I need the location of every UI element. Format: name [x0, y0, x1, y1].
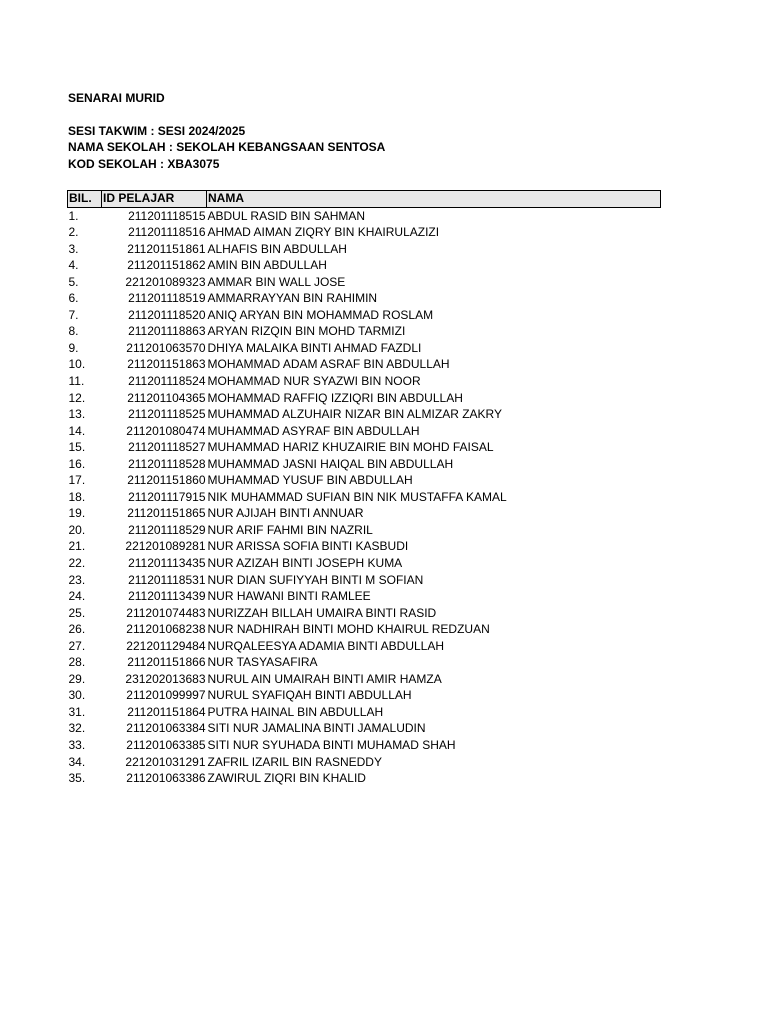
student-name: MUHAMMAD YUSUF BIN ABDULLAH — [207, 473, 413, 488]
student-list-table — [67, 190, 661, 787]
student-name: ARYAN RIZQIN BIN MOHD TARMIZI — [207, 324, 406, 339]
student-id: 211201063384 — [126, 721, 206, 736]
table-row — [68, 357, 661, 374]
student-name: MOHAMMAD RAFFIQ IZZIQRI BIN ABDULLAH — [207, 390, 463, 405]
row-number: 27. — [68, 638, 86, 653]
session-info: SESI TAKWIM : SESI 2024/2025 — [68, 124, 246, 138]
table-row — [68, 489, 661, 506]
student-id: 211201099997 — [126, 688, 206, 703]
row-number: 10. — [68, 357, 86, 372]
table-row — [68, 241, 661, 258]
student-name: ZAWIRUL ZIQRI BIN KHALID — [207, 771, 366, 786]
row-number: 35. — [68, 771, 86, 786]
row-number: 18. — [68, 489, 86, 504]
student-name: MOHAMMAD ADAM ASRAF BIN ABDULLAH — [207, 357, 450, 372]
table-row — [68, 605, 661, 622]
table-row — [68, 721, 661, 738]
document-title: SENARAI MURID — [68, 91, 165, 105]
student-name: NURUL SYAFIQAH BINTI ABDULLAH — [207, 688, 412, 703]
table-row — [68, 440, 661, 457]
table-row — [68, 390, 661, 407]
student-name: NUR DIAN SUFIYYAH BINTI M SOFIAN — [207, 572, 424, 587]
row-number: 32. — [68, 721, 86, 736]
row-number: 5. — [68, 274, 79, 289]
student-id: 211201104365 — [127, 390, 206, 405]
row-number: 25. — [68, 605, 86, 620]
row-number: 29. — [68, 671, 86, 686]
student-id: 211201063385 — [126, 738, 206, 753]
student-name: NUR ARISSA SOFIA BINTI KASBUDI — [207, 539, 409, 554]
row-number: 30. — [68, 688, 86, 703]
column-header-bil: BIL. — [68, 191, 102, 208]
student-name: NUR AZIZAH BINTI JOSEPH KUMA — [207, 556, 403, 570]
table-row — [68, 291, 661, 308]
table-row — [68, 704, 661, 721]
row-number: 8. — [68, 324, 79, 339]
row-number: 7. — [68, 307, 79, 322]
table-body — [68, 208, 661, 788]
table-row — [68, 373, 661, 390]
student-name: SITI NUR JAMALINA BINTI JAMALUDIN — [207, 721, 426, 736]
student-name: MUHAMMAD JASNI HAIQAL BIN ABDULLAH — [207, 456, 454, 471]
table-row — [68, 258, 661, 275]
student-name: NURIZZAH BILLAH UMAIRA BINTI RASID — [207, 605, 437, 620]
row-number: 33. — [68, 738, 86, 753]
student-id: 221201031291 — [125, 754, 206, 769]
school-name-info: NAMA SEKOLAH : SEKOLAH KEBANGSAAN SENTOSA — [68, 140, 386, 154]
table-row — [68, 572, 661, 589]
row-number: 24. — [68, 589, 86, 604]
table-row — [68, 688, 661, 705]
student-name: MOHAMMAD NUR SYAZWI BIN NOOR — [207, 373, 421, 388]
student-id: 211201118527 — [128, 440, 206, 455]
student-id: 211201118516 — [128, 225, 206, 240]
row-number: 20. — [68, 522, 86, 537]
table-row — [68, 522, 661, 539]
row-number: 16. — [68, 456, 86, 471]
table-row — [68, 307, 661, 324]
student-id: 211201113439 — [128, 589, 206, 604]
student-id: 221201089281 — [125, 539, 206, 554]
student-name: AMMAR BIN WALL JOSE — [207, 274, 346, 289]
student-name: SITI NUR SYUHADA BINTI MUHAMAD SHAH — [207, 738, 456, 753]
student-name: ABDUL RASID BIN SAHMAN — [207, 208, 366, 223]
school-code-info: KOD SEKOLAH : XBA3075 — [68, 157, 220, 171]
row-number: 28. — [68, 655, 86, 670]
student-id: 211201118528 — [128, 456, 206, 471]
student-id: 211201118515 — [128, 208, 206, 223]
student-id: 211201118519 — [128, 291, 206, 306]
table-row — [68, 407, 661, 424]
student-name: NUR AJIJAH BINTI ANNUAR — [207, 506, 364, 521]
student-id: 211201151862 — [127, 258, 206, 273]
student-name: ALHAFIS BIN ABDULLAH — [207, 241, 347, 256]
header-row — [68, 191, 661, 208]
student-name: PUTRA HAINAL BIN ABDULLAH — [207, 704, 384, 719]
student-name: DHIYA MALAIKA BINTI AHMAD FAZDLI — [207, 340, 422, 355]
row-number: 6. — [68, 291, 79, 306]
row-number: 11. — [68, 373, 85, 388]
student-name: MUHAMMAD ALZUHAIR NIZAR BIN ALMIZAR ZAKRY — [207, 407, 502, 422]
table-row — [68, 622, 661, 639]
table-row — [68, 456, 661, 473]
student-id: 211201117915 — [128, 489, 206, 504]
row-number: 12. — [68, 390, 86, 405]
student-name: NURUL AIN UMAIRAH BINTI AMIR HAMZA — [207, 671, 442, 686]
student-name: NURQALEESYA ADAMIA BINTI ABDULLAH — [207, 638, 445, 653]
row-number: 19. — [68, 506, 86, 521]
row-number: 2. — [68, 225, 79, 240]
row-number: 31. — [68, 704, 86, 719]
student-name: NUR TASYASAFIRA — [207, 655, 318, 670]
student-name: AHMAD AIMAN ZIQRY BIN KHAIRULAZIZI — [207, 225, 440, 240]
student-id: 211201118524 — [128, 373, 206, 388]
row-number: 22. — [68, 556, 86, 570]
table-row — [68, 423, 661, 440]
table-row — [68, 655, 661, 672]
row-number: 21. — [68, 539, 86, 554]
row-number: 9. — [68, 340, 79, 355]
student-id: 231202013683 — [125, 671, 206, 686]
row-number: 15. — [68, 440, 86, 455]
row-number: 1. — [68, 208, 79, 223]
table-row — [68, 324, 661, 341]
student-id: 211201068238 — [126, 622, 206, 637]
student-id: 221201089323 — [125, 274, 206, 289]
student-id: 211201151860 — [127, 473, 206, 488]
student-name: NIK MUHAMMAD SUFIAN BIN NIK MUSTAFFA KAMAL — [207, 489, 507, 504]
student-id: 211201151863 — [127, 357, 206, 372]
table-row — [68, 225, 661, 242]
table-row — [68, 473, 661, 490]
row-number: 14. — [68, 423, 86, 438]
row-number: 34. — [68, 754, 86, 769]
table-row — [68, 738, 661, 755]
table-row — [68, 754, 661, 771]
student-id: 211201118531 — [128, 572, 206, 587]
student-id: 211201063386 — [126, 771, 206, 786]
table-row — [68, 539, 661, 556]
table-row — [68, 771, 661, 788]
student-id: 211201118525 — [128, 407, 206, 422]
student-id: 211201151865 — [127, 506, 206, 521]
student-name: ZAFRIL IZARIL BIN RASNEDDY — [207, 754, 382, 769]
table-header — [68, 191, 661, 208]
student-name: ANIQ ARYAN BIN MOHAMMAD ROSLAM — [207, 307, 434, 322]
student-id: 211201118520 — [128, 307, 206, 322]
table-row — [68, 589, 661, 606]
student-id: 211201118863 — [128, 324, 206, 339]
table-row — [68, 274, 661, 291]
row-number: 3. — [68, 241, 79, 256]
row-number: 26. — [68, 622, 86, 637]
table-row — [68, 638, 661, 655]
table-row — [68, 208, 661, 225]
student-id: 211201151861 — [127, 241, 206, 256]
student-id: 211201074483 — [126, 605, 206, 620]
row-number: 13. — [68, 407, 86, 422]
student-id: 211201113435 — [128, 556, 206, 570]
student-name: NUR ARIF FAHMI BIN NAZRIL — [207, 522, 373, 537]
row-number: 4. — [68, 258, 79, 273]
student-id: 211201151866 — [127, 655, 206, 670]
student-name: AMIN BIN ABDULLAH — [207, 258, 327, 273]
row-number: 23. — [68, 572, 86, 587]
student-id: 221201129484 — [126, 638, 206, 653]
student-name: AMMARRAYYAN BIN RAHIMIN — [207, 291, 378, 306]
student-id: 211201080474 — [126, 423, 206, 438]
table-row — [68, 555, 661, 572]
column-header-nama: NAMA — [207, 191, 661, 208]
table-row — [68, 506, 661, 523]
student-id: 211201151864 — [127, 704, 206, 719]
student-name: NUR NADHIRAH BINTI MOHD KHAIRUL REDZUAN — [207, 622, 490, 637]
table-row — [68, 340, 661, 357]
student-id: 211201063570 — [126, 340, 206, 355]
student-name: MUHAMMAD HARIZ KHUZAIRIE BIN MOHD FAISAL — [207, 440, 494, 455]
student-name: MUHAMMAD ASYRAF BIN ABDULLAH — [207, 423, 420, 438]
column-header-id-pelajar: ID PELAJAR — [102, 191, 207, 208]
student-id: 211201118529 — [128, 522, 206, 537]
row-number: 17. — [68, 473, 86, 488]
student-name: NUR HAWANI BINTI RAMLEE — [207, 589, 371, 604]
table-row — [68, 671, 661, 688]
